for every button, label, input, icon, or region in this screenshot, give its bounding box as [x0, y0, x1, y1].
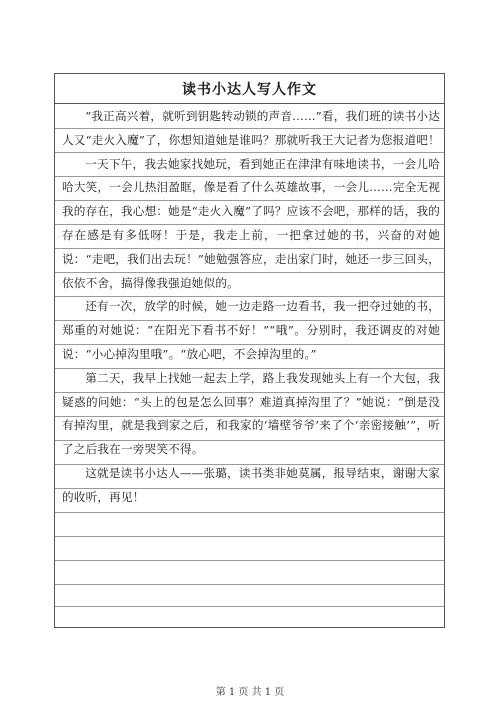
paragraph: 还有一次，放学的时候，她一边走路一边看书，我一把夺过她的书，郑重的对她说：“在阳光下看书不好！”“哦”。分别时，我还调皮的对她说：“小心掉沟里哦”。“放心吧，不会掉沟里的。”: [62, 299, 440, 361]
paragraph: 第二天，我早上找她一起去上学，路上我发现她头上有一个大包，我疑惑的问她：“头上的包是怎么回事？难道真掉沟里了？”她说：“倒是没有掉沟里，就是我到家之后，和我家的‘墙壁爷爷’来了个‘亲密接触’”，听了之后我在一旁哭笑不得。: [62, 370, 440, 457]
ruled-line: [55, 560, 444, 561]
essay-sheet: [54, 73, 445, 628]
page-number: 第 1 页 共 1 页: [215, 687, 285, 698]
paragraph: 这就是读书小达人——张璐，读书类非她莫属，报导结束，谢谢大家的收听，再见！: [62, 465, 440, 504]
ruled-line: [55, 536, 444, 537]
ruled-line: [55, 584, 444, 585]
ruled-line: [55, 512, 444, 513]
essay-body: [62, 105, 440, 510]
paragraph: “我正高兴着，就听到钥匙转动锁的声音……”看，我们班的读书小达人又“走火入魔”了，你想知道她是谁吗？那就听我王大记者为您报道吧！: [62, 109, 440, 147]
paragraph: 一天下午，我去她家找她玩，看到她正在津津有味地读书，一会儿哈哈大笑，一会儿热泪盈眶，像是看了什么英雄故事，一会儿……完全无视我的存在，我心想：她是“走火入魔”了吗？应该不会吧，那样的话，我的存在感是有多低呀！于是，我走上前，一把拿过她的书，兴奋的对她说：“走吧，我们出去玩！”她勉强答应，走出家门时，她还一步三回头，依依不舍，搞得像我强迫她似的。: [62, 156, 440, 290]
essay-title: 读书小达人写人作文: [55, 74, 444, 104]
ruled-line: [55, 606, 444, 607]
